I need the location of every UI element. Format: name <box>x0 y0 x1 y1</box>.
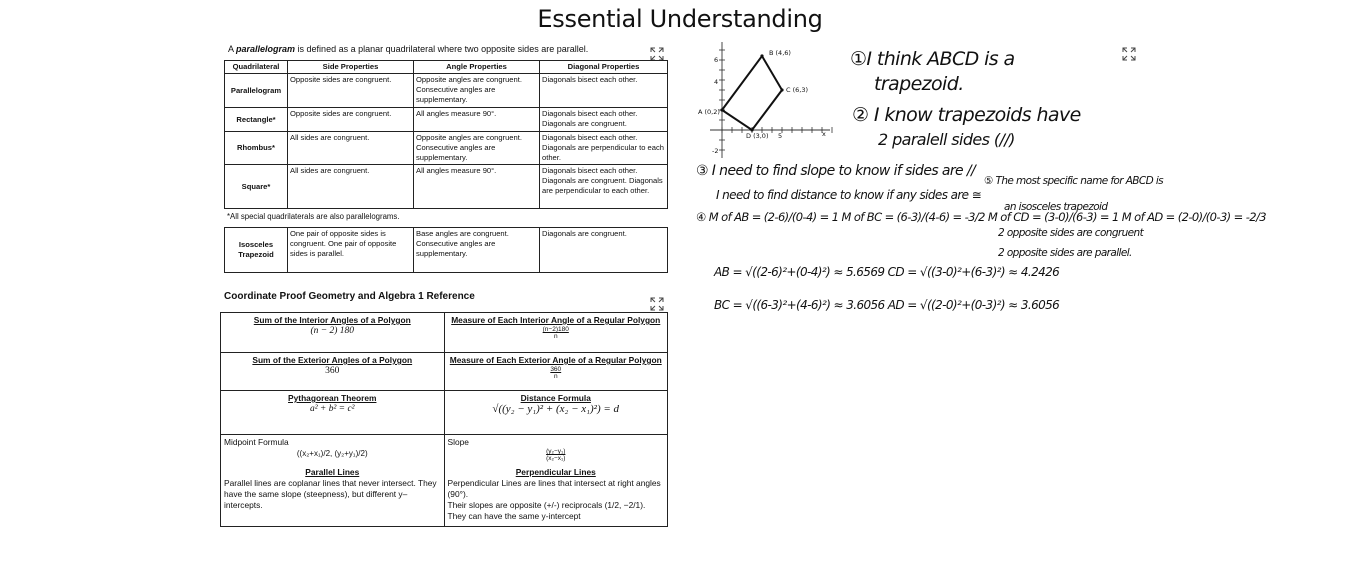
exterior-sum-title: Sum of the Exterior Angles of a Polygon <box>252 355 413 365</box>
table-row <box>221 435 668 465</box>
slope-denominator: (x₂−x₁) <box>546 455 566 462</box>
coordinate-graph <box>690 40 840 165</box>
table-cell <box>221 435 445 465</box>
label-b: B (4,6) <box>769 49 791 57</box>
column-header: Quadrilateral <box>225 61 288 74</box>
parallel-text: Parallel lines are coplanar lines that never intersect. They have the same slope (steepness), but different y–intercepts. <box>224 477 437 510</box>
column-header: Diagonal Properties <box>540 61 668 74</box>
perpendicular-text-1: Perpendicular Lines are lines that intersect at right angles (90°). <box>447 477 661 499</box>
table-row <box>225 228 668 273</box>
table-cell: All angles measure 90°. <box>414 165 540 209</box>
table-cell: All sides are congruent. <box>288 165 414 209</box>
note-2-continued: 2 paralell sides (//) <box>878 130 1015 149</box>
distance-title: Distance Formula <box>520 393 591 403</box>
note-1: ①I think ABCD is a <box>850 48 1015 70</box>
table-cell: Base angles are congruent. Consecutive angles are supplementary. <box>414 228 540 273</box>
tick-label-yneg2: -2 <box>712 147 719 155</box>
note-1-continued: trapezoid. <box>874 73 964 95</box>
table-cell <box>444 313 668 353</box>
row-header: Parallelogram <box>225 74 288 108</box>
table-cell <box>444 435 668 465</box>
table-cell: Diagonals bisect each other. Diagonals are perpendicular to each other. <box>540 132 668 165</box>
exterior-sum-value: 360 <box>325 366 340 376</box>
row-header: Square* <box>225 165 288 209</box>
table-cell: All sides are congruent. <box>288 132 414 165</box>
table-row <box>221 353 668 391</box>
table-row <box>225 132 668 165</box>
label-c: C (6,3) <box>786 86 809 94</box>
pythagorean-title: Pythagorean Theorem <box>288 393 377 403</box>
distance-line-2: BC = √((6-3)²+(4-6)²) ≈ 3.6056 AD = √((2-0)²+(0-3)²) ≈ 3.6056 <box>714 298 1060 312</box>
note-5-reason-2: 2 opposite sides are parallel. <box>998 247 1132 259</box>
table-row <box>225 108 668 132</box>
midpoint-formula: ((x₂+x₁)/2, (y₂+y₁)/2) <box>296 449 368 458</box>
table-cell: One pair of opposite sides is congruent. One pair of opposite sides is parallel. <box>288 228 414 273</box>
reference-panel <box>220 291 668 527</box>
page-title: Essential Understanding <box>537 5 823 33</box>
tick-label-x5: 5 <box>778 132 783 140</box>
table-header-row <box>225 61 668 74</box>
perpendicular-title: Perpendicular Lines <box>515 466 596 477</box>
tick-label-y4: 4 <box>714 78 719 86</box>
table-cell: Opposite angles are congruent. Consecutive angles are supplementary. <box>414 132 540 165</box>
table-cell <box>444 353 668 391</box>
reference-table <box>220 312 668 527</box>
table-cell <box>444 465 668 527</box>
table-row <box>221 313 668 353</box>
slope-label: Slope <box>447 437 469 447</box>
interior-each-title: Measure of Each Interior Angle of a Regular Polygon <box>451 315 661 325</box>
point-a <box>720 108 723 111</box>
exterior-each-numerator: 360 <box>550 366 562 373</box>
table-row <box>221 465 668 527</box>
table-cell: Opposite angles are congruent. Consecutive angles are supplementary. <box>414 74 540 108</box>
row-header: Rhombus* <box>225 132 288 165</box>
column-header: Side Properties <box>288 61 414 74</box>
table-cell <box>221 313 445 353</box>
parallel-title: Parallel Lines <box>305 466 360 477</box>
table-cell: Diagonals bisect each other. <box>540 74 668 108</box>
table-row <box>225 165 668 209</box>
note-5: ⑤ The most specific name for ABCD is <box>984 175 1164 187</box>
note-3-continued: I need to find distance to know if any sides are ≅ <box>716 188 982 202</box>
point-b <box>760 54 763 57</box>
table-row <box>225 74 668 108</box>
perpendicular-text-2: Their slopes are opposite (+/-) reciprocals (1/2, −2/1). <box>447 499 646 510</box>
exterior-each-title: Measure of Each Exterior Angle of a Regular Polygon <box>449 355 662 365</box>
x-axis-label: x <box>822 130 826 138</box>
midpoint-label: Midpoint Formula <box>224 437 289 447</box>
exterior-each-denominator: n <box>553 373 558 380</box>
table-cell: Diagonals bisect each other. Diagonals are congruent. <box>540 108 668 132</box>
table-cell <box>221 391 445 435</box>
trapezoid-abcd-shape <box>722 56 782 130</box>
interior-sum-formula: (n − 2) 180 <box>310 326 355 336</box>
table-cell <box>221 353 445 391</box>
column-header: Angle Properties <box>414 61 540 74</box>
table-cell: Diagonals are congruent. <box>540 228 668 273</box>
table-cell: Diagonals bisect each other. Diagonals are congruent. Diagonals are perpendicular to each other. <box>540 165 668 209</box>
footnote: *All special quadrilaterals are also parallelograms. <box>227 212 400 221</box>
table-cell: Opposite sides are congruent. <box>288 74 414 108</box>
interior-sum-title: Sum of the Interior Angles of a Polygon <box>253 315 411 325</box>
tick-label-y6: 6 <box>714 56 719 64</box>
quadrilateral-properties-panel <box>224 44 668 273</box>
note-4-slopes: ④ M of AB = (2-6)/(0-4) = 1 M of BC = (6-3)/(4-6) = -3/2 M of CD = (3-0)/(6-3) = 1 M of AD = (2-0)/(0-3) = -2/3 <box>696 210 1266 224</box>
reference-title: Coordinate Proof Geometry and Algebra 1 Reference <box>224 291 475 302</box>
trapezoid-table <box>224 227 668 273</box>
row-header: Rectangle* <box>225 108 288 132</box>
table-cell: Opposite sides are congruent. <box>288 108 414 132</box>
parallelogram-definition: A parallelogram is defined as a planar quadrilateral where two opposite sides are parallel. <box>228 44 589 54</box>
interior-each-denominator: n <box>553 333 558 340</box>
table-cell: All angles measure 90°. <box>414 108 540 132</box>
note-2: ② I know trapezoids have <box>852 104 1081 126</box>
table-row <box>221 391 668 435</box>
pythagorean-formula: a² + b² = c² <box>309 404 355 414</box>
slope-numerator: (y₂−y₁) <box>546 448 566 455</box>
point-c <box>780 88 783 91</box>
label-a: A (0,2) <box>698 108 720 116</box>
note-5-continued: an isosceles trapezoid <box>1004 201 1108 213</box>
perpendicular-text-3: They can have the same y-intercept <box>447 510 581 521</box>
label-d: D (3,0) <box>746 132 769 140</box>
distance-line-1: AB = √((2-6)²+(0-4)²) ≈ 5.6569 CD = √((3-0)²+(6-3)²) ≈ 4.2426 <box>714 265 1060 279</box>
note-3: ③ I need to find slope to know if sides are // <box>696 163 976 179</box>
interior-each-numerator: (n−2)180 <box>542 326 569 333</box>
table-cell <box>444 391 668 435</box>
quadrilateral-table <box>224 60 668 209</box>
note-5-reason-1: 2 opposite sides are congruent <box>998 227 1144 239</box>
expand-icon[interactable] <box>1122 47 1136 61</box>
distance-formula: √((y₂ − y₁)² + (x₂ − x₁)²) = d <box>492 403 620 415</box>
table-cell <box>221 465 445 527</box>
row-header: Isosceles Trapezoid <box>225 228 288 273</box>
